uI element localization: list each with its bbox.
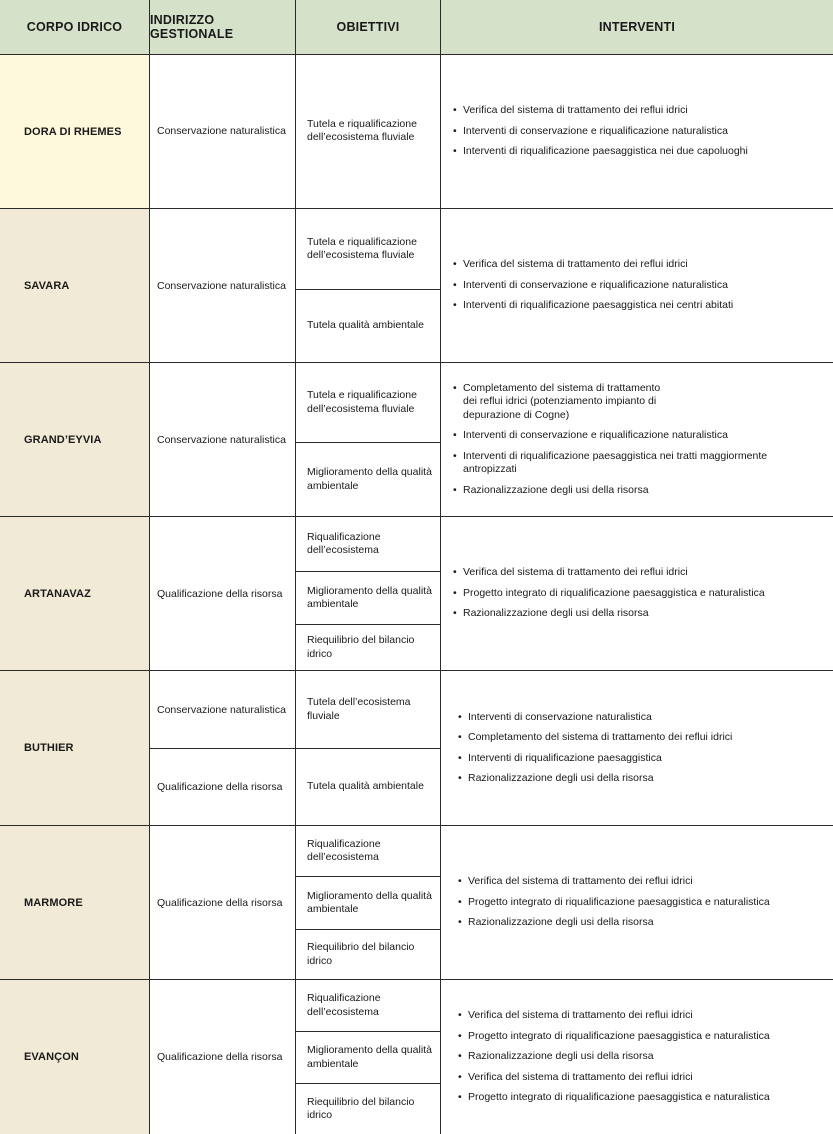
indirizzo-cell (150, 55, 295, 208)
obiettivo-label: Tutela e riqualificazione dell’ecosistema fluviale (307, 117, 417, 143)
obiettivi-cell (296, 209, 440, 362)
list-item: • Interventi di conservazione naturalistica (458, 711, 732, 725)
corpo-idrico-cell: DORA DI RHEMES (0, 55, 149, 208)
interventi-cell (441, 980, 833, 1134)
column-divider (295, 0, 296, 1134)
obiettivo-label: Tutela e riqualificazione dell’ecosistema fluviale (307, 235, 417, 261)
indirizzo-cell (150, 363, 295, 516)
table-row (0, 670, 833, 825)
list-item: • Verifica del sistema di trattamento dei reflui idrici (453, 258, 733, 272)
obiettivi-cell (296, 826, 440, 979)
interventi-list (458, 1009, 770, 1105)
interventi-list (453, 382, 823, 498)
obiettivo-label: Riqualificazione dell’ecosistema (307, 530, 381, 556)
header-obiettivi: OBIETTIVI (296, 0, 440, 54)
interventi-list (453, 258, 733, 313)
obiettivi-cell (296, 671, 440, 825)
list-item: • Razionalizzazione degli usi della risorsa (458, 1050, 770, 1064)
list-item: • Interventi di conservazione e riqualificazione naturalistica (453, 429, 823, 443)
indirizzo-cell (150, 980, 295, 1134)
list-item: • Razionalizzazione degli usi della risorsa (453, 607, 765, 621)
list-item: • Progetto integrato di riqualificazione paesaggistica e naturalistica (458, 896, 770, 910)
list-item: • Verifica del sistema di trattamento dei reflui idrici (453, 104, 748, 118)
table-row (0, 208, 833, 362)
indirizzo-label: Conservazione naturalistica (157, 703, 286, 716)
list-item: • Verifica del sistema di trattamento dei reflui idrici (453, 566, 765, 580)
list-item: • Completamento del sistema di trattamento dei reflui idrici (458, 731, 732, 745)
obiettivo-label: Tutela e riqualificazione dell’ecosistema fluviale (307, 389, 417, 415)
obiettivo-label: Tutela qualità ambientale (296, 289, 440, 362)
corpo-idrico-cell: MARMORE (0, 826, 149, 979)
table-row (0, 979, 833, 1134)
interventi-cell (441, 517, 833, 670)
indirizzo-label: Conservazione naturalistica (157, 433, 286, 446)
obiettivi-cell (296, 55, 440, 208)
obiettivo-label: Miglioramento della qualità ambientale (296, 571, 440, 624)
indirizzo-cell (150, 209, 295, 362)
list-item: • Razionalizzazione degli usi della risorsa (458, 916, 770, 930)
list-item: • Razionalizzazione degli usi della risorsa (453, 484, 823, 498)
obiettivo-label: Miglioramento della qualità ambientale (296, 442, 440, 516)
list-item: • Interventi di riqualificazione paesaggistica nei due capoluoghi (453, 145, 748, 159)
list-item: • Progetto integrato di riqualificazione paesaggistica e naturalistica (453, 587, 765, 601)
corpo-idrico-cell: GRAND’EYVIA (0, 363, 149, 516)
list-item: • Interventi di conservazione e riqualificazione naturalistica (453, 125, 748, 139)
obiettivo-label: Riequilibrio del bilancio idrico (296, 929, 440, 979)
header-corpo-idrico: CORPO IDRICO (0, 0, 149, 54)
table-row (0, 54, 833, 208)
list-item: • Progetto integrato di riqualificazione paesaggistica e naturalistica (458, 1091, 770, 1105)
indirizzo-label: Qualificazione della risorsa (157, 1051, 283, 1063)
corpo-idrico-cell: SAVARA (0, 209, 149, 362)
indirizzo-cell (150, 517, 295, 670)
obiettivo-label: Tutela qualità ambientale (296, 748, 440, 825)
list-item: • Interventi di conservazione e riqualificazione naturalistica (453, 279, 733, 293)
list-item: • Verifica del sistema di trattamento dei reflui idrici (458, 875, 770, 889)
list-item: • Interventi di riqualificazione paesaggistica nei centri abitati (453, 299, 733, 313)
indirizzo-label: Qualificazione della risorsa (157, 587, 283, 600)
indirizzo-label: Conservazione naturalistica (157, 279, 286, 292)
obiettivo-label: Riqualificazione dell’ecosistema (307, 992, 381, 1018)
list-item: • Completamento del sistema di trattamento dei reflui idrici (potenziamento impianto di depurazione di Cogne) (453, 382, 823, 423)
indirizzo-label: Conservazione naturalistica (157, 125, 286, 137)
interventi-cell (441, 55, 833, 208)
indirizzo-cell (150, 826, 295, 979)
obiettivo-label: Miglioramento della qualità ambientale (296, 876, 440, 929)
corpo-idrico-cell: BUTHIER (0, 671, 149, 825)
interventi-list (453, 104, 748, 159)
indirizzo-label: Qualificazione della risorsa (150, 748, 295, 825)
corpo-idrico-cell: ARTANAVAZ (0, 517, 149, 670)
indirizzo-cell (150, 671, 295, 825)
list-item: • Verifica del sistema di trattamento dei reflui idrici (458, 1071, 770, 1085)
list-item: • Interventi di riqualificazione paesaggistica nei tratti maggiormente antropizzati (453, 450, 823, 477)
interventi-cell (441, 209, 833, 362)
column-divider (440, 0, 441, 1134)
obiettivi-cell (296, 517, 440, 670)
obiettivo-label: Tutela dell’ecosistema fluviale (307, 696, 411, 722)
obiettivo-label: Riequilibrio del bilancio idrico (296, 624, 440, 670)
table-row (0, 825, 833, 979)
obiettivo-label: Riqualificazione dell’ecosistema (307, 837, 381, 863)
table-row (0, 516, 833, 670)
header-interventi: INTERVENTI (441, 0, 833, 54)
list-item: • Interventi di riqualificazione paesaggistica (458, 752, 732, 766)
obiettivo-label: Riequilibrio del bilancio idrico (296, 1083, 440, 1134)
obiettivo-label: Miglioramento della qualità ambientale (296, 1031, 440, 1083)
table-row (0, 362, 833, 516)
list-item: • Razionalizzazione degli usi della risorsa (458, 772, 732, 786)
interventi-list (458, 875, 770, 930)
list-item: • Progetto integrato di riqualificazione paesaggistica e naturalistica (458, 1030, 770, 1044)
column-divider (149, 0, 150, 1134)
indirizzo-label: Qualificazione della risorsa (157, 896, 283, 909)
corpo-idrico-cell: EVANÇON (0, 980, 149, 1134)
interventi-list (458, 711, 732, 786)
interventi-cell (441, 671, 833, 825)
interventi-cell (441, 826, 833, 979)
interventi-cell (441, 363, 833, 516)
obiettivi-cell (296, 980, 440, 1134)
obiettivi-cell (296, 363, 440, 516)
header-indirizzo-gestionale: INDIRIZZO GESTIONALE (150, 0, 295, 54)
interventi-list (453, 566, 765, 621)
list-item: • Verifica del sistema di trattamento dei reflui idrici (458, 1009, 770, 1023)
